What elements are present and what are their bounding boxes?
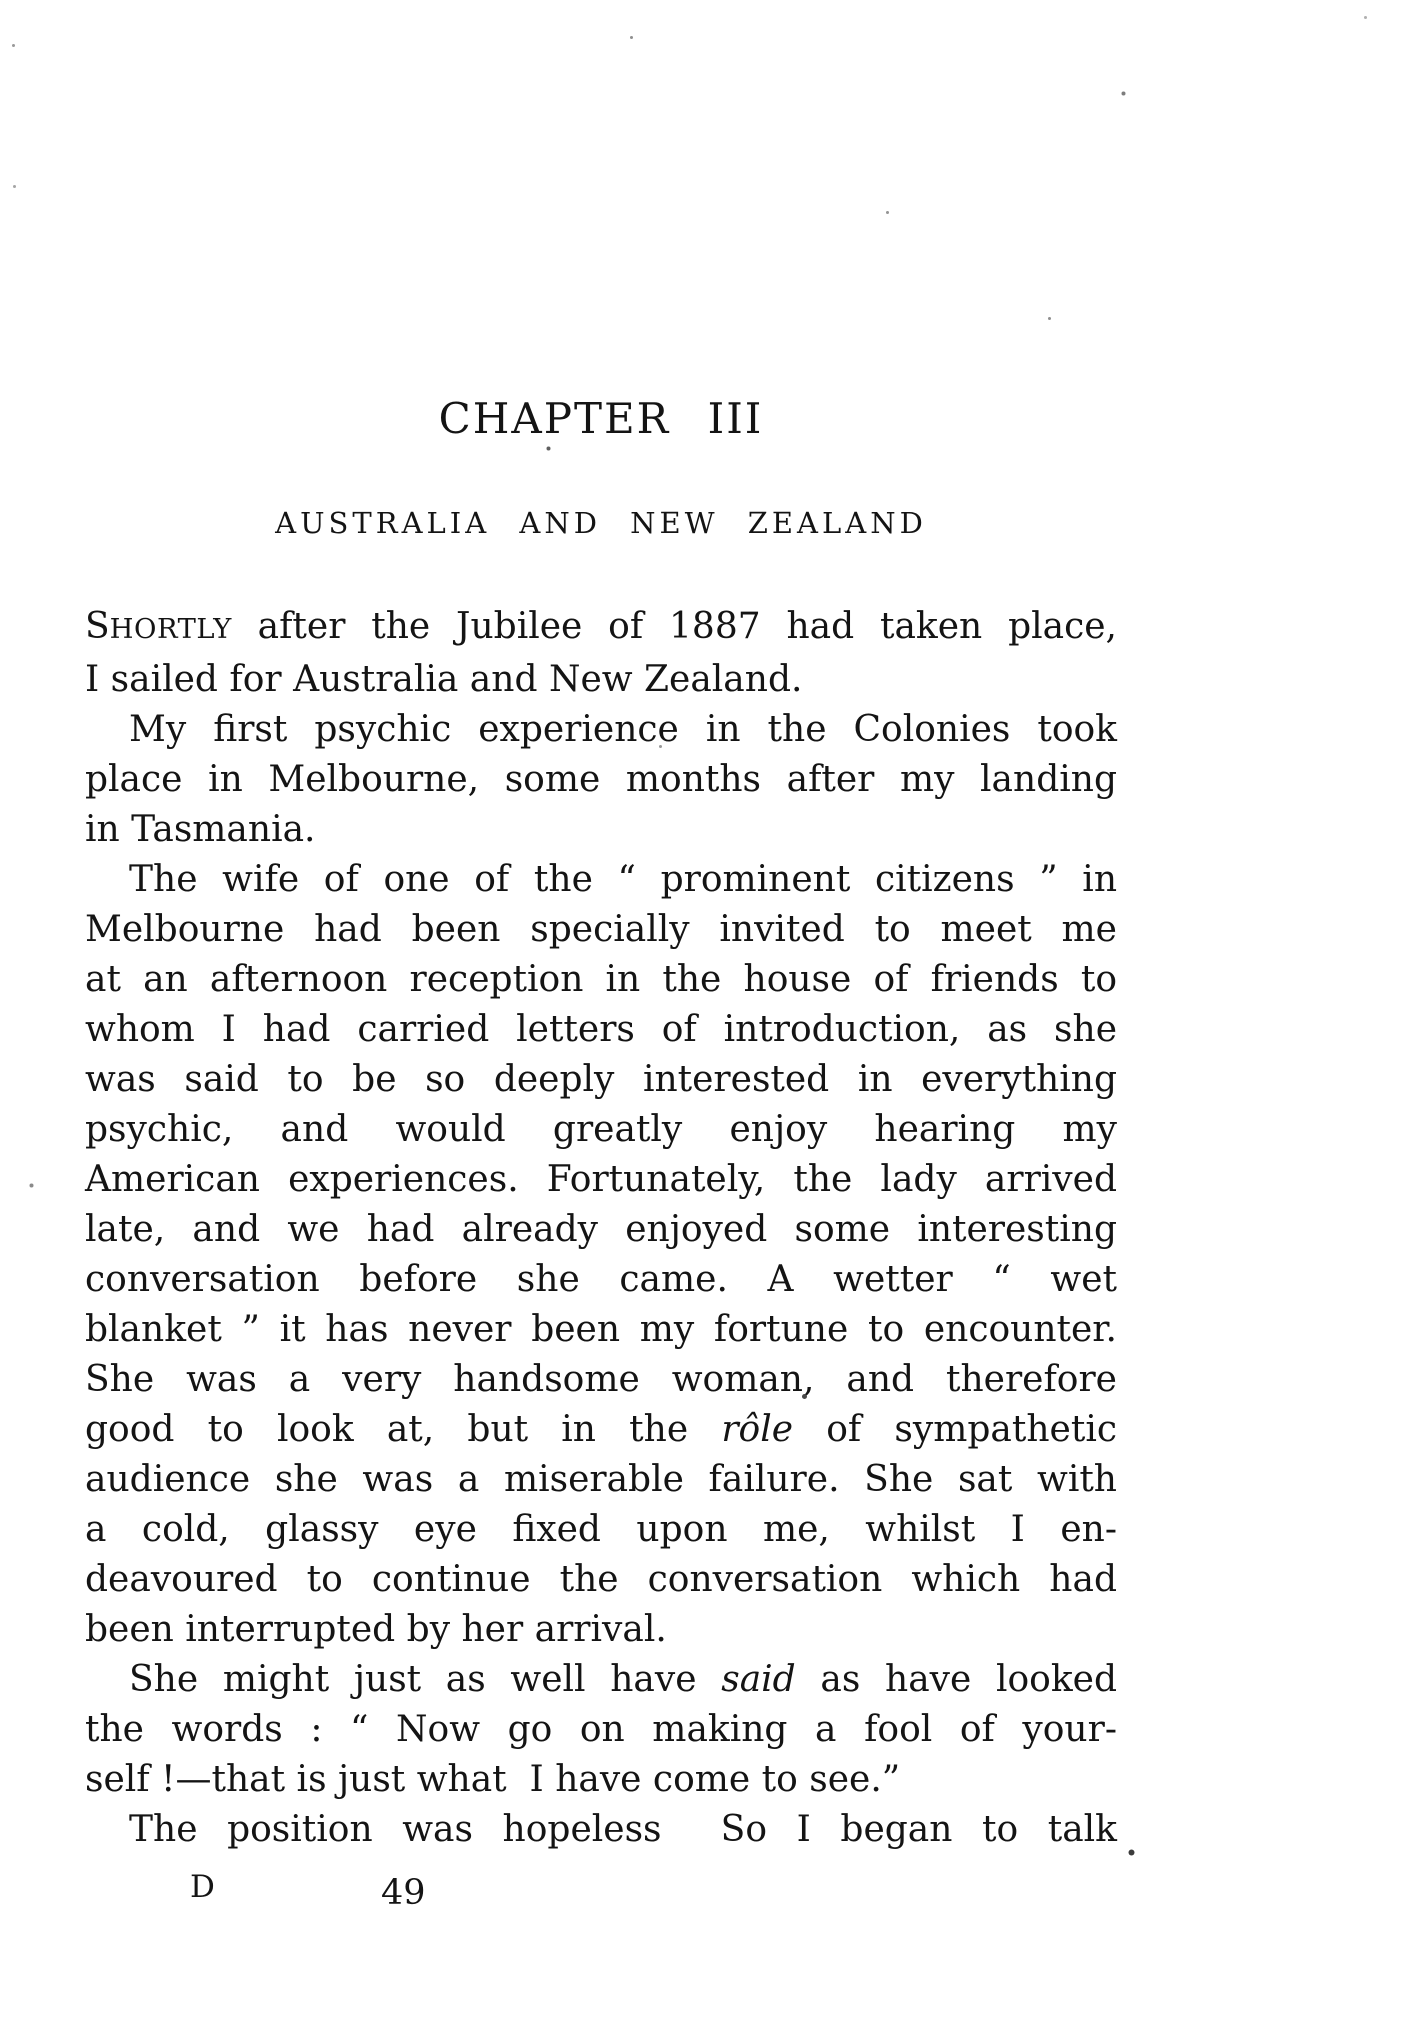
body-line <box>85 955 1117 1005</box>
body-text-segment: audience she was a miserable failure. She sat with <box>85 1459 1117 1500</box>
body-text-segment: rôle <box>721 1409 794 1450</box>
page-number: 49 <box>381 1873 426 1913</box>
body-text-segment: as have looked <box>795 1659 1117 1700</box>
body-text-segment: self !—that is just what I have come to see.” <box>85 1759 901 1800</box>
body-line <box>85 1305 1117 1355</box>
body-text-segment: a cold, glassy eye fixed upon me, whilst I en- <box>85 1509 1117 1550</box>
body-line <box>85 1705 1117 1755</box>
body-text-segment: been interrupted by her arrival. <box>85 1609 667 1650</box>
body-text-segment: good to look at, but in the <box>85 1409 722 1450</box>
printer-signature-mark: D <box>190 1869 215 1905</box>
body-text-segment: at an afternoon reception in the house of friends to <box>85 959 1117 1000</box>
body-text <box>85 602 1117 1855</box>
body-line <box>85 1405 1117 1455</box>
body-text-segment: late, and we had already enjoyed some interesting <box>85 1209 1117 1250</box>
body-text-segment: She might just as well have <box>129 1659 722 1700</box>
body-text-segment: psychic, and would greatly enjoy hearing my <box>85 1109 1117 1150</box>
body-text-segment: whom I had carried letters of introduction, as she <box>85 1009 1117 1050</box>
body-line <box>85 655 1117 705</box>
body-line <box>85 905 1117 955</box>
body-text-segment: Melbourne had been specially invited to meet me <box>85 909 1117 950</box>
body-line <box>85 1455 1117 1505</box>
body-line <box>85 1605 1117 1655</box>
body-line <box>85 805 1117 855</box>
body-line <box>85 1755 1117 1805</box>
body-text-segment: I sailed for Australia and New Zealand. <box>85 659 803 700</box>
body-line <box>85 1555 1117 1605</box>
body-line <box>85 1005 1117 1055</box>
body-text-segment: after the Jubilee of 1887 had taken place, <box>231 606 1117 647</box>
body-text-segment: in Tasmania. <box>85 809 316 850</box>
body-text-segment: American experiences. Fortunately, the lady arrived <box>85 1159 1117 1200</box>
scan-speck-artifacts <box>0 0 3 3</box>
body-text-segment: was said to be so deeply interested in everything <box>85 1059 1117 1100</box>
body-text-segment: HORTLY <box>109 614 232 645</box>
body-text-segment: deavoured to continue the conversation which had <box>85 1559 1117 1600</box>
chapter-subtitle: AUSTRALIA AND NEW ZEALAND <box>275 506 927 540</box>
body-line <box>85 855 1117 905</box>
body-text-segment: My first psychic experience in the Colonies took <box>129 709 1117 750</box>
body-line <box>85 1505 1117 1555</box>
body-text-segment: conversation before she came. A wetter “ wet <box>85 1259 1117 1300</box>
body-line <box>85 1155 1117 1205</box>
body-text-segment: place in Melbourne, some months after my landing <box>85 759 1117 800</box>
body-text-segment: S <box>85 606 110 647</box>
body-text-segment: blanket ” it has never been my fortune to encounter. <box>85 1309 1117 1350</box>
body-line <box>85 705 1117 755</box>
body-line <box>85 1805 1117 1855</box>
body-line <box>85 602 1117 655</box>
body-line <box>85 1655 1117 1705</box>
body-line <box>85 1105 1117 1155</box>
body-line <box>85 1255 1117 1305</box>
body-text-segment: The wife of one of the “ prominent citizens ” in <box>129 859 1117 900</box>
body-text-segment: The position was hopeless So I began to talk <box>129 1809 1117 1850</box>
body-text-segment: of sympathetic <box>793 1409 1117 1450</box>
body-line <box>85 1205 1117 1255</box>
body-line <box>85 1355 1117 1405</box>
body-text-segment: She was a very handsome woman, and therefore <box>85 1359 1117 1400</box>
body-text-segment: the words : “ Now go on making a fool of your- <box>85 1709 1117 1750</box>
body-line <box>85 1055 1117 1105</box>
chapter-heading: CHAPTER III <box>438 394 764 443</box>
body-text-segment: said <box>721 1659 796 1700</box>
body-line <box>85 755 1117 805</box>
